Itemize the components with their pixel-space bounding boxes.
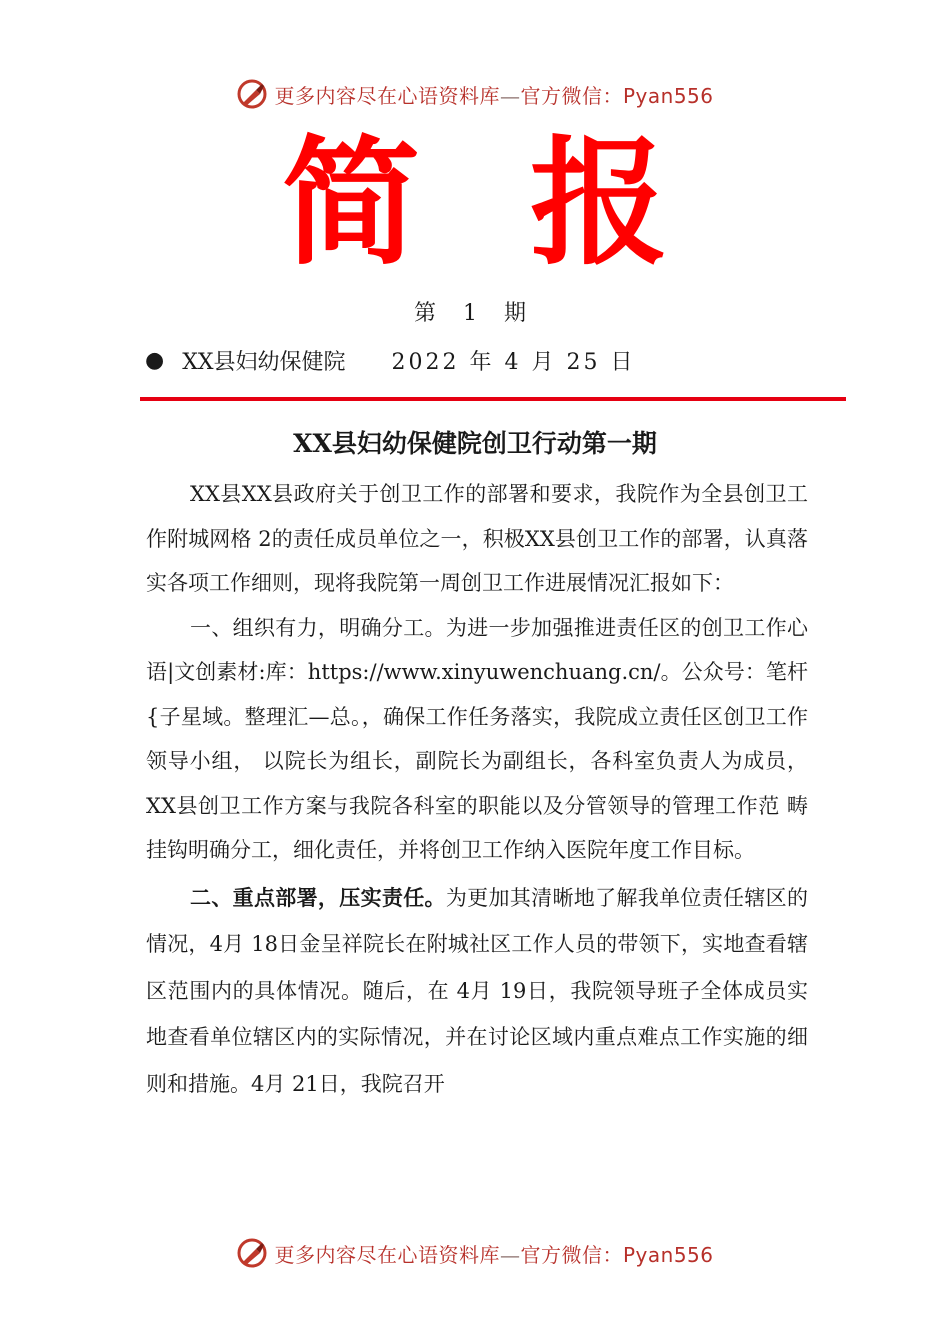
footer-banner [0,1233,950,1273]
masthead-title [0,121,950,284]
masthead-char-2: 报 [530,121,669,284]
red-divider [140,397,846,401]
pen-logo-icon [236,78,268,110]
footer-banner-text: 更多内容尽在心语资料库—官方微信：Pyan556 [274,1242,714,1267]
issue-date: 2022 年 4 月 25 日 [391,350,636,375]
header-banner [0,74,950,114]
article-title: XX县妇幼保健院创卫行动第一期 [293,429,657,458]
masthead-char-1: 简 [281,121,420,284]
issue-number: 第 1 期 [414,301,536,326]
paragraph-3-lead: 二、重点部署，压实责任。 [190,884,446,910]
article-body [146,472,808,1107]
organization-name: XX县妇幼保健院 [182,350,346,375]
meta-line [145,345,845,376]
paragraph-3: 二、重点部署，压实责任。为更加其清晰地了解我单位责任辖区的情况，4月 18日金呈祥院长在附城社区工作人员的带领下，实地查看辖区范围内的具体情况。随后，在 4月 19日，我院领导班子全体成员实地查看单位辖区内的实际情况，并在讨论区域内重点难点工作实施的细则和措施。4月 21日，我院召开 [146,884,809,1096]
bullet-icon: ● [145,348,165,373]
paragraph-1: XX县XX县政府关于创卫工作的部署和要求，我院作为全县创卫工作附城网格 2的责任成员单位之一，积极XX县创卫工作的部署，认真落实各项工作细则，现将我院第一周创卫工作进展情况汇报如下： [146,482,808,595]
paragraph-2: 一、组织有力，明确分工。为进一步加强推进责任区的创卫工作心语|文创素材:库：https://www.xinyuwenchuang.cn/。公众号：笔杆{子星域。整理汇—总。，确保工作任务落实，我院成立责任区创卫工作领导小组， 以院长为组长，副院长为副组长，各科室负责人为成员，XX县创卫工作方案与我院各科室的职能以及分管领导的管理工作范 畴挂钩明确分工，细化责任，并将创卫工作纳入医院年度工作目标。 [146,615,808,862]
banner-text: 更多内容尽在心语资料库—官方微信：Pyan556 [274,83,714,108]
pen-logo-icon [236,1237,268,1269]
